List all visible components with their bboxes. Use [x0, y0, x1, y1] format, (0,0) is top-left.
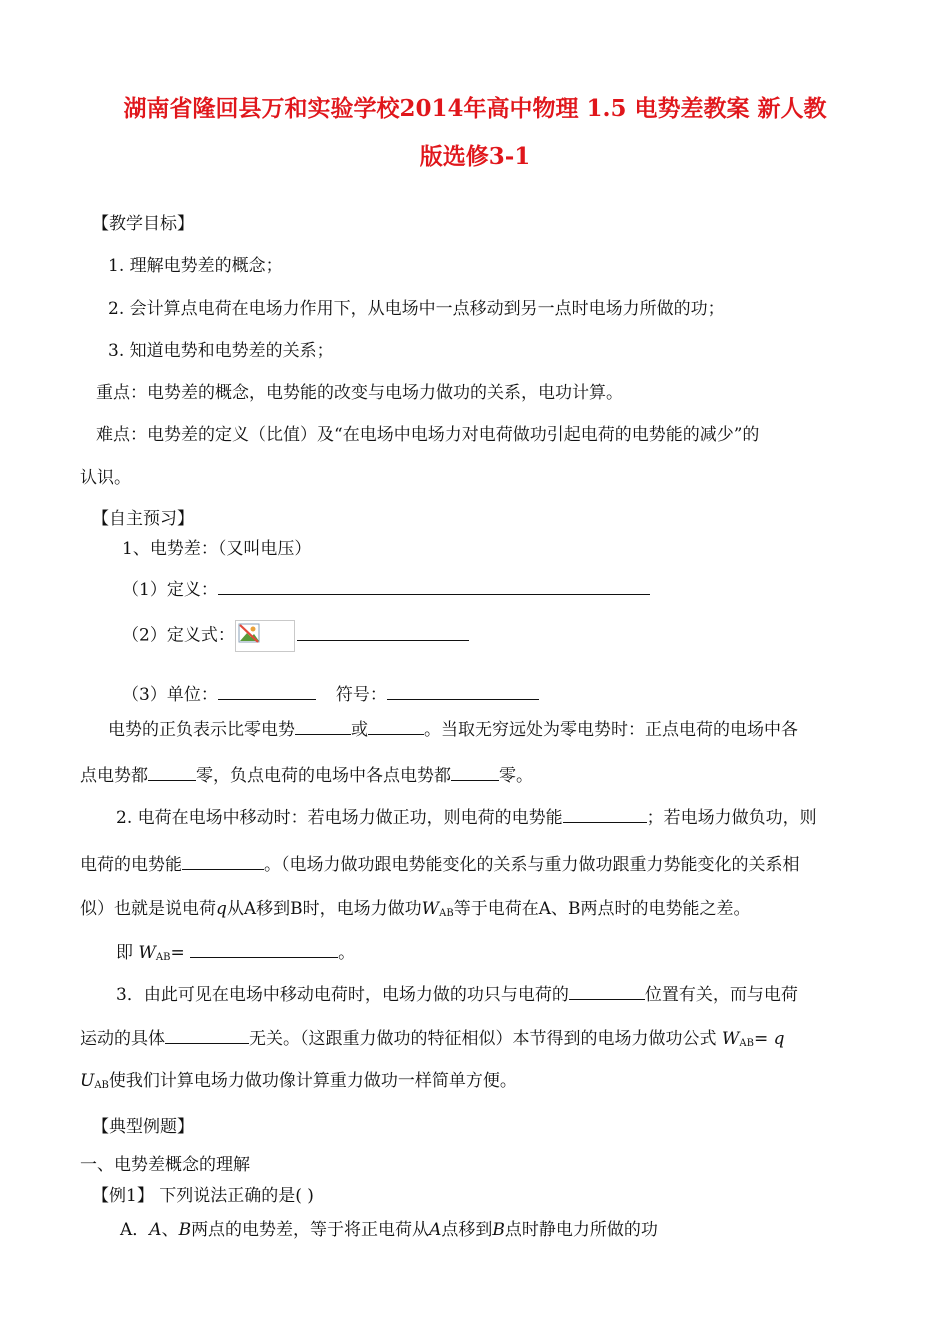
definition-blank[interactable]: [218, 576, 650, 595]
potential-difference-title: 1、电势差：（又叫电压）: [122, 539, 312, 559]
section-1-title: 一、电势差概念的理解: [80, 1155, 250, 1175]
example-1-text: 下列说法正确的是( ): [159, 1186, 314, 1206]
example-1-option-a: A．A、B两点的电势差，等于将正电荷从A点移到B点时静电力所做的功: [120, 1220, 658, 1240]
unit-blank[interactable]: [218, 681, 316, 700]
unit-label: （3）单位：: [122, 685, 218, 705]
document-title-line1: 湖南省隆回县万和实验学校2014年高中物理 1.5 电势差教案 新人教: [123, 95, 827, 122]
definition-label: （1）定义：: [122, 580, 218, 600]
potential-sign-line-1: 电势的正负表示比零电势 或 。当取无穷远处为零电势时：正点电荷的电场中各: [108, 716, 798, 742]
blank-start-end[interactable]: [569, 981, 645, 1000]
goal-item-3: 3. 知道电势和电势差的关系；: [108, 341, 334, 361]
self-preview-heading: 【自主预习】: [92, 509, 194, 529]
blank-negative-charge[interactable]: [451, 762, 499, 781]
potential-sign-line-2: 点电势都 零，负点电荷的电场中各点电势都 零。: [80, 762, 533, 788]
goal-item-1: 1. 理解电势差的概念；: [108, 256, 283, 276]
blank-higher[interactable]: [295, 716, 351, 735]
teaching-goals-heading: 【教学目标】: [92, 214, 194, 234]
document-title-line2: 版选修3-1: [419, 143, 531, 170]
definition-row: [122, 576, 650, 602]
difficulty-line-1: 难点：电势差的定义（比值）及“在电场中电场力对电荷做功引起电荷的电势能的减少”的: [96, 425, 760, 445]
blank-lower[interactable]: [368, 716, 424, 735]
difficulty-line-2: 认识。: [80, 468, 131, 488]
formula-blank[interactable]: [297, 622, 469, 641]
blank-path[interactable]: [165, 1025, 249, 1044]
blank-energy-positive-work[interactable]: [563, 804, 647, 823]
unit-symbol-row: [122, 681, 539, 707]
item3-line-2: 运动的具体 无关。（这跟重力做功的特征相似）本节得到的电场力做功公式 $W_{AB}= q$: [80, 1025, 785, 1056]
item2-line-1: 2. 电荷在电场中移动时：若电场力做正功，则电荷的电势能 ；若电场力做负功，则: [116, 804, 817, 830]
blank-work-expression[interactable]: [190, 939, 338, 958]
item2-line-3: 似）也就是说电荷q从A移到B时，电场力做功$W_{AB}$等于电荷在A、B两点时的电势能之差。: [80, 899, 751, 919]
item2-line-2: 电荷的电势能 。（电场力做功跟电势能变化的关系与重力做功跟重力势能变化的关系相: [80, 851, 800, 877]
item2-line-4: 即 $W_{AB}=$ 。: [116, 939, 355, 970]
formula-label: （2）定义式：: [122, 625, 235, 646]
example-1-question: [92, 1184, 314, 1208]
symbol-label: 符号：: [335, 685, 387, 705]
item3-line-3: $U_{AB}$使我们计算电场力做功像计算重力做功一样简单方便。: [80, 1071, 517, 1091]
goal-item-2: 2. 会计算点电荷在电场力作用下，从电场中一点移动到另一点时电场力所做的功；: [108, 299, 725, 319]
examples-heading: 【典型例题】: [92, 1117, 194, 1137]
symbol-blank[interactable]: [387, 681, 539, 700]
example-1-label: 【例1】: [92, 1186, 154, 1206]
blank-positive-charge[interactable]: [148, 762, 196, 781]
formula-row: [122, 620, 469, 652]
broken-image-icon: [235, 620, 295, 652]
item3-line-1: 3．由此可见在电场中移动电荷时，电场力做的功只与电荷的 位置有关，而与电荷: [116, 981, 798, 1007]
key-point: 重点：电势差的概念，电势能的改变与电场力做功的关系，电功计算。: [96, 383, 623, 403]
blank-energy-negative-work[interactable]: [182, 851, 264, 870]
